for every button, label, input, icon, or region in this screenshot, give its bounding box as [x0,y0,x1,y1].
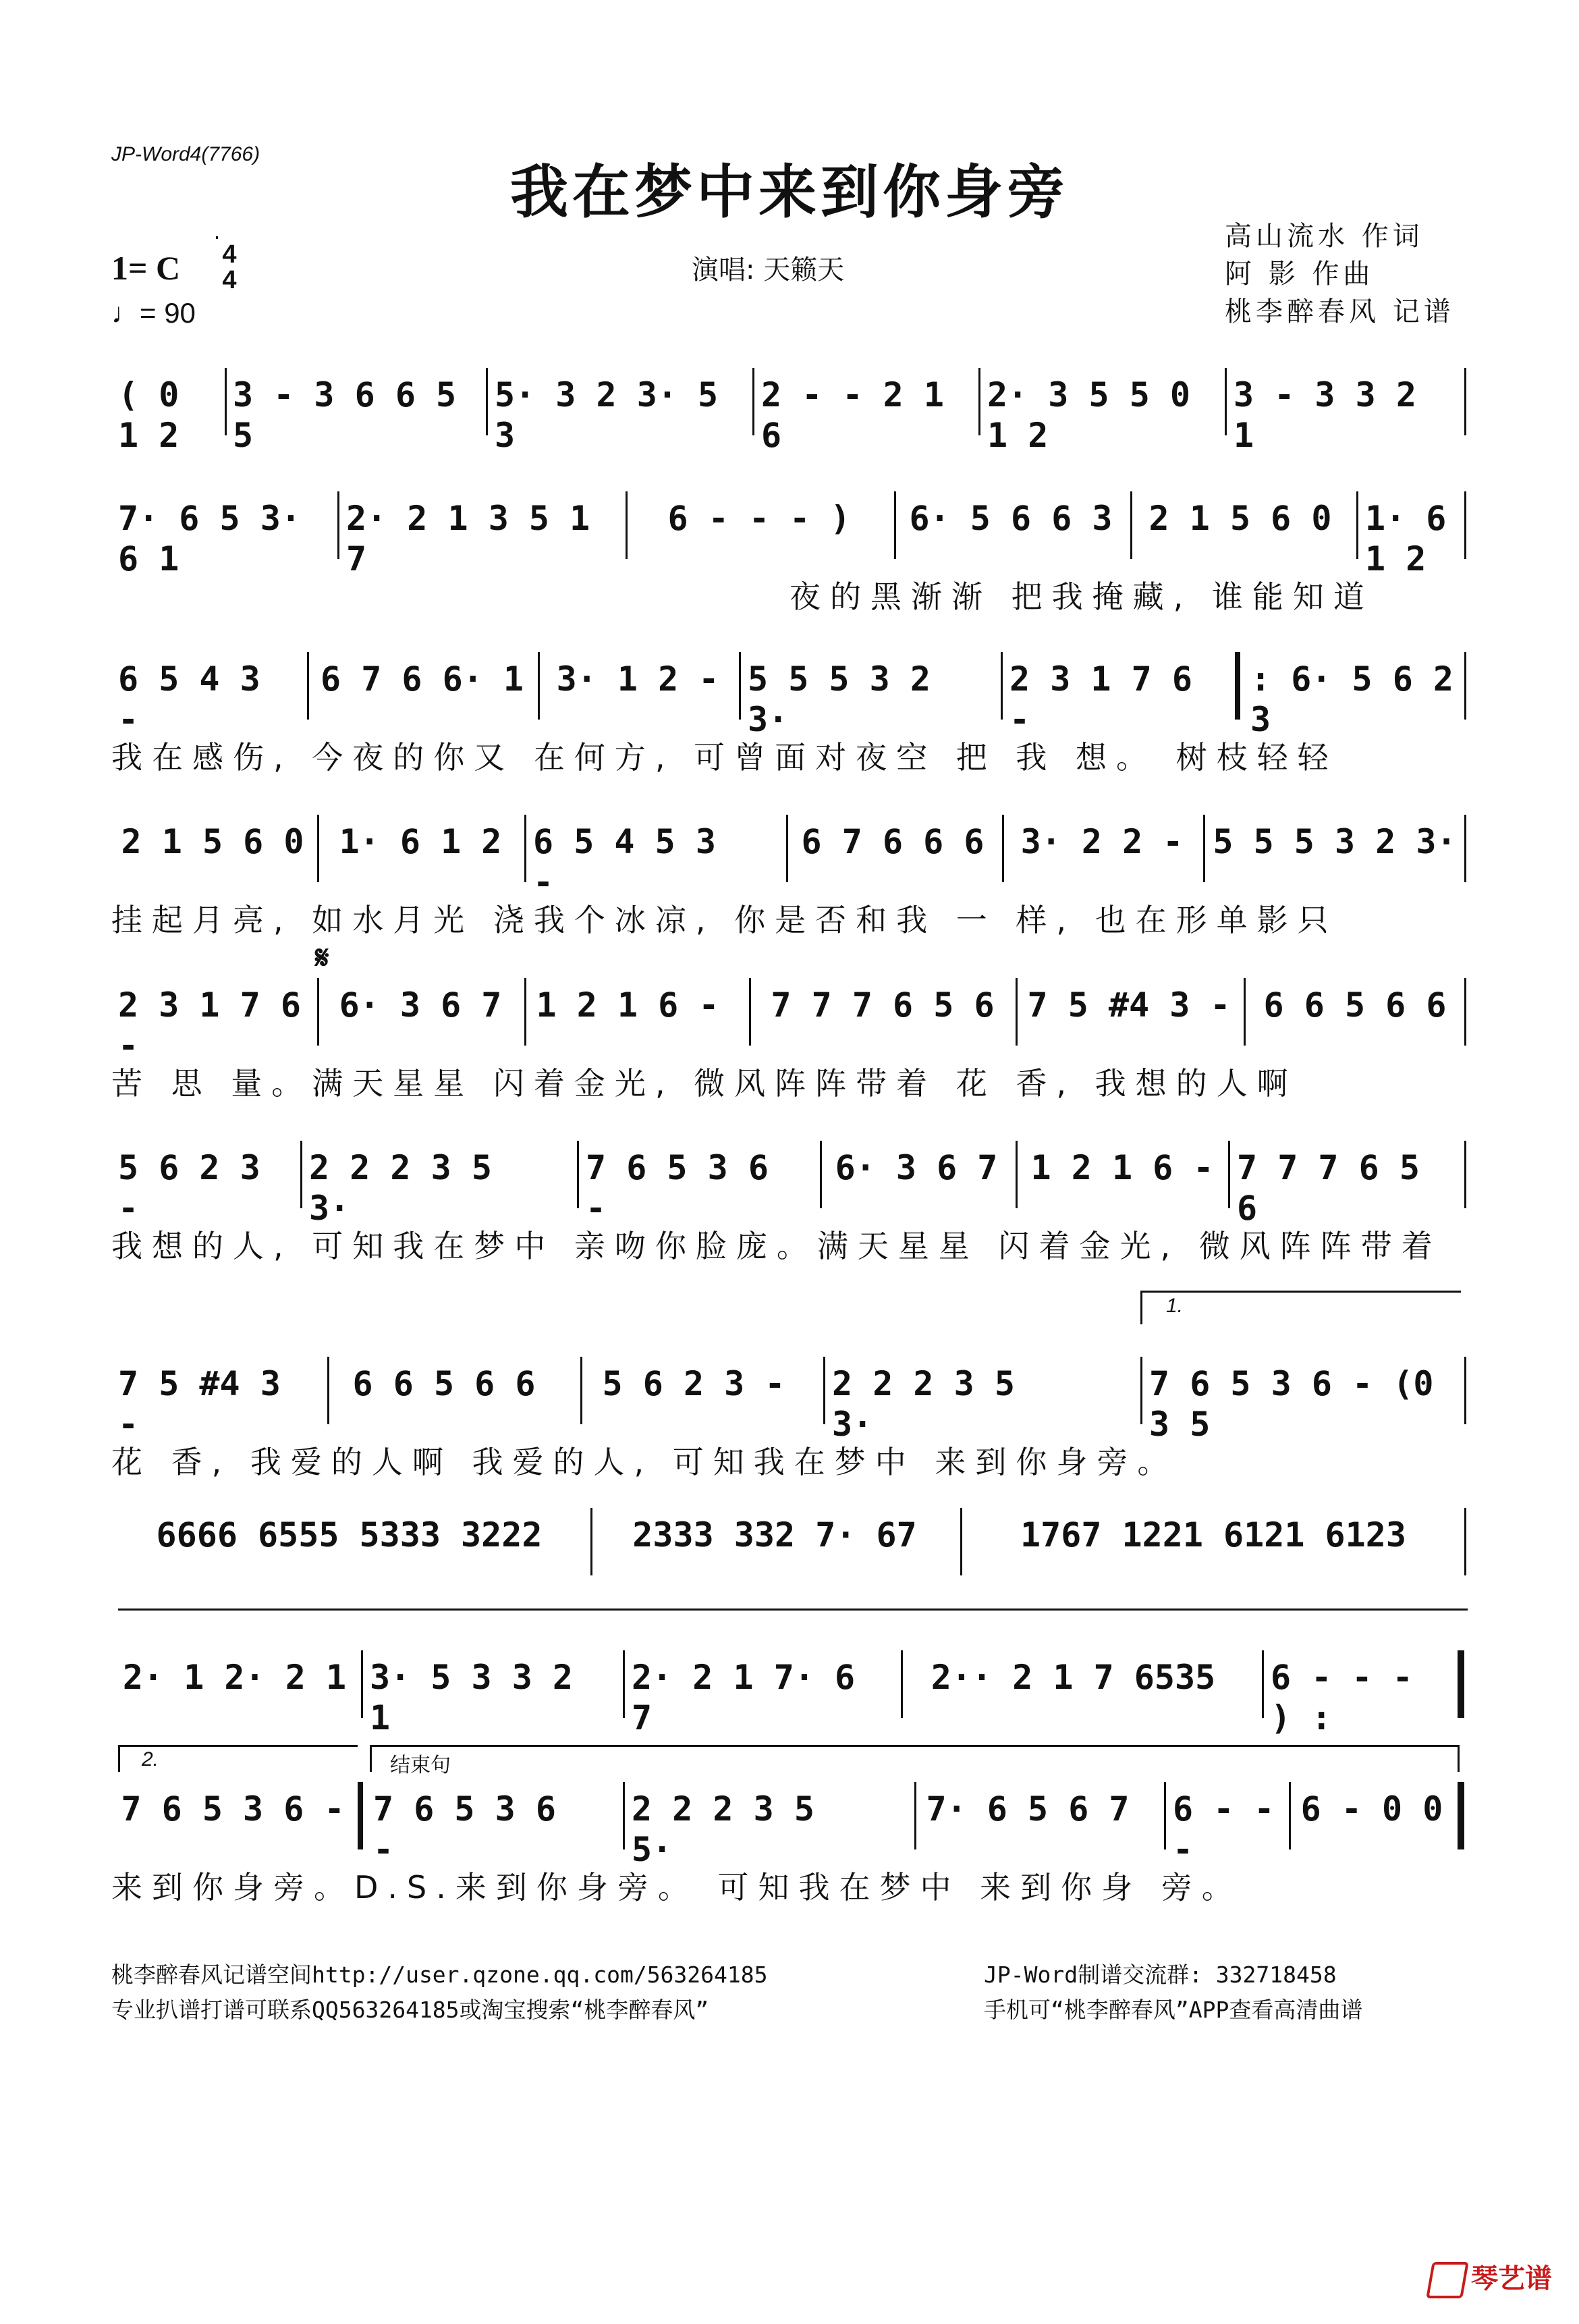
measure: ( 0 1 2 [118,375,179,455]
footer-right-line-2: 手机可“桃李醉春风”APP查看高清曲谱 [984,1997,1363,2023]
measure: 6 7 6 6· 1 [320,659,524,699]
measure: 3 - 3 6 6 5 5 [233,375,457,455]
measure: 2 - - 2 1 6 [761,375,944,455]
measure: 5 6 2 3 - [118,1148,260,1228]
footer-left-line-2: 专业扒谱打谱可联系QQ563264185或淘宝搜索“桃李醉春风” [111,1997,709,2023]
footer-right-line-1: JP-Word制谱交流群: 332718458 [984,1962,1337,1988]
measure: 5· 3 2 3· 5 3 [495,375,719,455]
measure: 6· 3 6 7 [339,985,502,1025]
ending-bracket [370,1745,1458,1747]
measure: 6 6 5 6 6 [352,1364,536,1403]
measure: 2 2 2 3 5 3· [309,1148,492,1228]
measure: 7 6 5 3 6 - (0 3 5 [1149,1364,1434,1444]
measure: 2·· 2 1 7 6535 [931,1658,1216,1697]
footer-left [111,1957,768,2028]
measure: 6 - 0 0 [1300,1789,1443,1829]
measure: 2 1 5 6 0 [1148,499,1332,538]
song-title: 我在梦中来到你身旁 [510,158,1069,226]
measure: 7 7 7 6 5 6 [771,985,995,1025]
software-label: JP-Word4(7766) [111,143,260,165]
measure: : 6· 5 6 2 3 [1250,659,1454,739]
measure: 7· 6 5 3· 6 1 [118,499,301,578]
lyric-line: 我在感伤, 今夜的你又 在何方, 可曾面对夜空 把 我 想。 树枝轻轻 [111,739,1338,776]
measure: 2· 1 2· 2 1 [122,1658,347,1697]
measure: 2333 332 7· 67 [632,1515,917,1555]
measure: 6 5 4 5 3 - [533,822,716,902]
tempo-mark: ♩= 90 [111,297,196,329]
measure: 7 6 5 3 6 - [121,1789,345,1829]
measure: 6 7 6 6 6 [801,822,985,861]
time-top: 4 [222,240,237,269]
lyric-line: 挂起月亮, 如水月光 浇我个冰凉, 你是否和我 一 样, 也在形单影只 [111,902,1338,938]
volta-1-label: 1. [1166,1295,1184,1317]
measure: 2· 2 1 7· 6 7 [632,1658,856,1737]
measure: 3· 2 2 - [1020,822,1184,861]
lyric-line: 我想的人, 可知我在梦中 亲吻你脸庞。满天星星 闪着金光, 微风阵阵带着 [111,1228,1442,1264]
measure: 1 2 1 6 - [1030,1148,1214,1187]
ending-label: 结束句 [390,1754,451,1777]
measure: 7 6 5 3 6 - [586,1148,769,1228]
volta-2-label: 2. [142,1748,159,1771]
lyric-line: 花 香, 我爱的人啊 我爱的人, 可知我在梦中 来到你身旁。 [111,1444,1178,1480]
watermark-text: 琴艺谱 [1471,2263,1552,2294]
lyric-line: 来到你身旁。D.S.来到你身旁。 可知我在梦中 来到你身 旁。 [111,1869,1242,1906]
measure: 7 5 #4 3 - [118,1364,281,1444]
logo-icon [1426,2262,1469,2298]
measure: 1 2 1 6 - [536,985,719,1025]
segno-sign: 𝄋 [315,939,329,977]
footer-right [984,1957,1362,2028]
measure: 6 6 5 6 6 [1263,985,1447,1025]
measure: 5 5 5 3 2 3· [1213,822,1457,861]
measure: 7 6 5 3 6 - [373,1789,556,1869]
measure: 6· 3 6 7 [835,1148,998,1187]
volta-2-bracket [118,1745,358,1747]
measure: 5 6 2 3 - [602,1364,785,1403]
measure: 1· 6 1 2 [1365,499,1447,578]
measure: 6 - - - ) : [1271,1658,1413,1737]
singer-credit: 演唱: 天籁天 [692,254,845,286]
key-signature: 1= C [111,249,181,287]
watermark-logo [1429,2257,1552,2298]
measure: 3· 5 3 3 2 1 [370,1658,574,1737]
measure: 5 5 5 3 2 3· [748,659,931,739]
footer-left-line-1: 桃李醉春风记谱空间http://user.qzone.qq.com/563264185 [111,1962,768,1988]
credits-block [1225,217,1455,331]
time-bottom: 4 [222,266,237,294]
measure: 2 3 1 7 6 - [118,985,301,1065]
measure: 2 2 2 3 5 5· [632,1789,814,1869]
measure: 2 3 1 7 6 - [1009,659,1192,739]
lyricist-credit: 高山流水 作词 [1225,221,1424,252]
measure: 1· 6 1 2 [339,822,502,861]
measure: 6· 5 6 6 3 [909,499,1113,538]
volta-1-bracket [1140,1291,1461,1293]
measure: 7 7 7 6 5 6 [1237,1148,1420,1228]
measure: 7· 6 5 6 7 [926,1789,1130,1829]
measure: 3 - 3 3 2 1 [1234,375,1416,455]
composer-credit: 阿 影 作曲 [1225,259,1375,290]
measure: 6 - - - [1173,1789,1275,1869]
measure: 7 5 #4 3 - [1027,985,1231,1025]
lyric-line: 夜的黑渐渐 把我掩藏, 谁能知道 [790,578,1374,615]
measure: 6 5 4 3 - [118,659,260,739]
time-signature [216,242,243,293]
measure: 1767 1221 6121 6123 [1020,1515,1406,1555]
measure: 6666 6555 5333 3222 [156,1515,543,1555]
measure: 2 1 5 6 0 [121,822,304,861]
measure: 3· 1 2 - [556,659,719,699]
measure: 2· 2 1 3 5 1 7 [346,499,590,578]
lyric-line: 苦 思 量。满天星星 闪着金光, 微风阵阵带着 花 香, 我想的人啊 [111,1065,1298,1102]
measure: 2 2 2 3 5 3· [832,1364,1015,1444]
measure: 2· 3 5 5 0 1 2 [987,375,1191,455]
transcriber-credit: 桃李醉春风 记谱 [1225,296,1455,327]
measure: 6 - - - ) [667,499,851,538]
